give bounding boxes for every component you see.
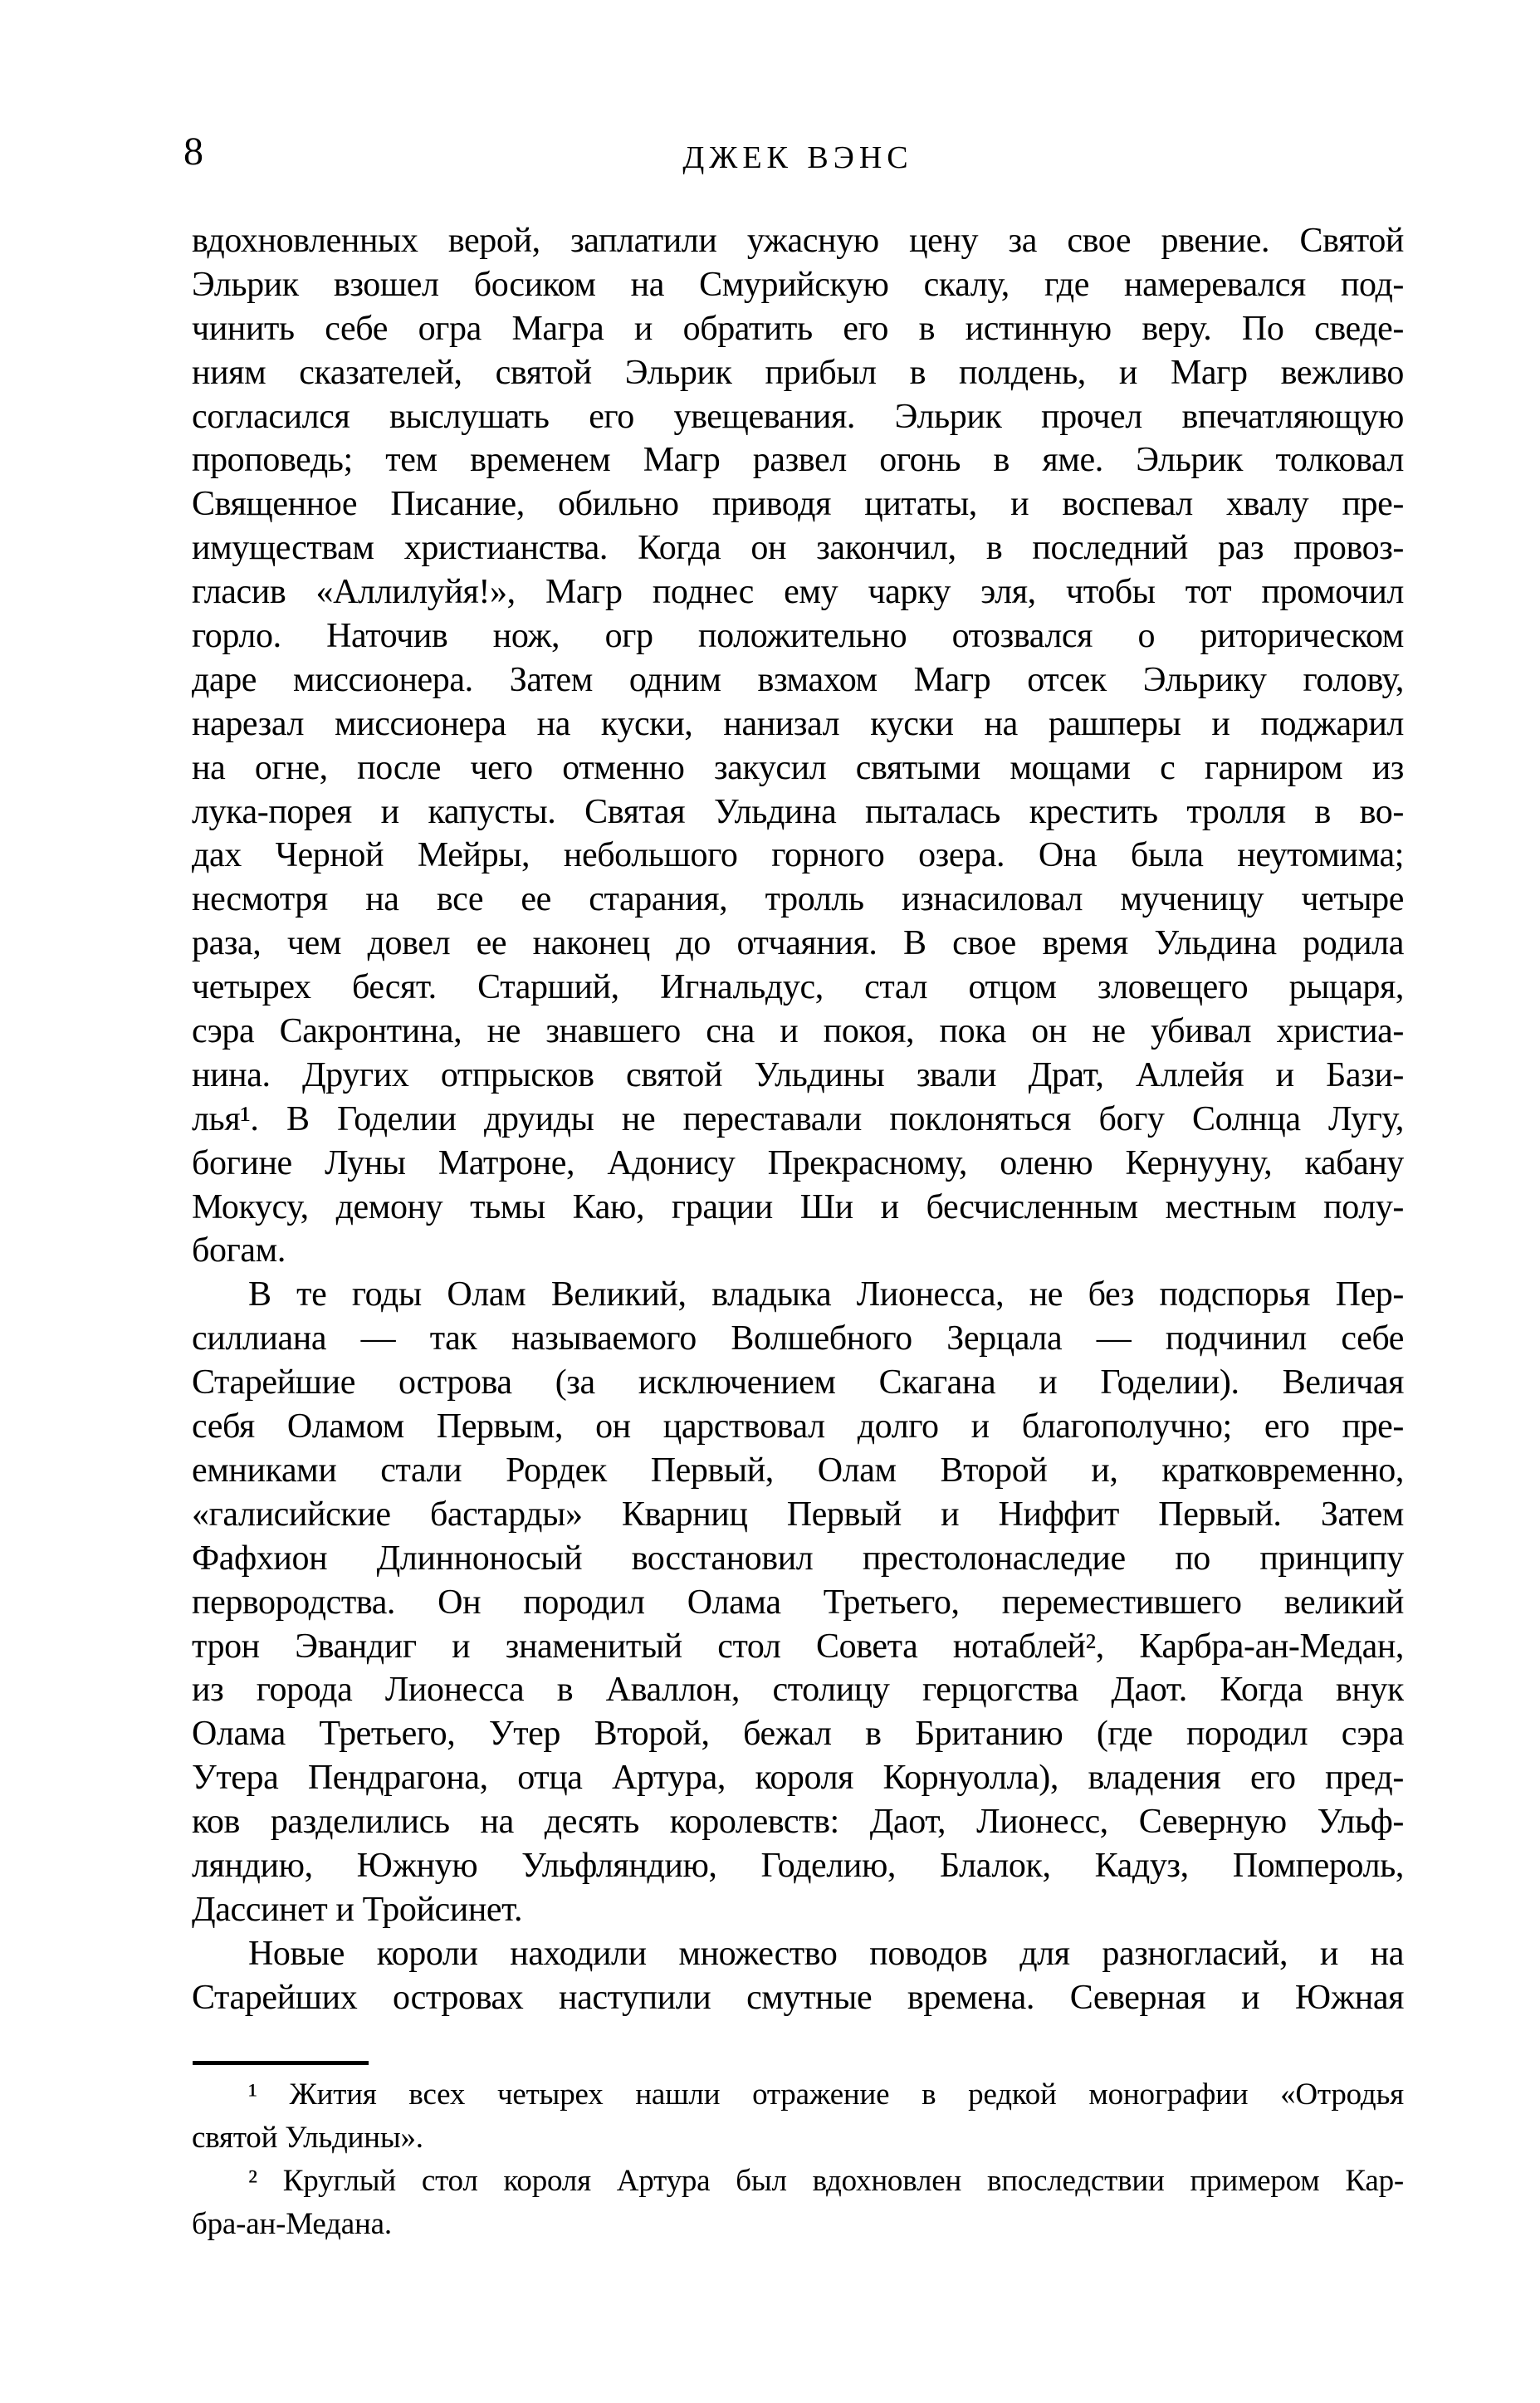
text-line: трон Эвандиг и знаменитый стол Совета нотаблей², Карбра-ан-Медан,: [192, 1627, 1404, 1666]
text-line: ¹ Жития всех четырех нашли отражение в редкой монографии «Отродья: [248, 2078, 1404, 2112]
text-line: Олама Третьего, Утер Второй, бежал в Британию (где породил сэра: [192, 1715, 1404, 1754]
text-line: Фафхион Длинноносый восстановил престолонаследие по принципу: [192, 1539, 1404, 1578]
text-line: емниками стали Рордек Первый, Олам Второй и, кратковременно,: [192, 1451, 1404, 1490]
text-line: Утера Пендрагона, отца Артура, короля Корнуолла), владения его пред-: [192, 1759, 1404, 1798]
text-line: сэра Сакронтина, не знавшего сна и покоя, пока он не убивал христиа-: [192, 1012, 1404, 1051]
text-line: гласив «Аллилуйя!», Магр поднес ему чарку эля, чтобы тот промочил: [192, 573, 1404, 612]
text-line: имуществам христианства. Когда он закончил, в последний раз провоз-: [192, 529, 1404, 568]
text-line: святой Ульдины».: [192, 2121, 423, 2155]
text-line: богам.: [192, 1231, 286, 1270]
text-line: раза, чем довел ее наконец до отчаяния. В свое время Ульдина родила: [192, 924, 1404, 963]
text-line: горло. Наточив нож, огр положительно отозвался о риторическом: [192, 617, 1404, 656]
page-number: 8: [183, 130, 203, 174]
footnote-separator-rule: [193, 2061, 369, 2065]
text-line: проповедь; тем временем Магр развел огонь в яме. Эльрик толковал: [192, 441, 1404, 480]
body-text: [192, 219, 1404, 2020]
text-line: Старейших островах наступили смутные времена. Северная и Южная: [192, 1978, 1404, 2017]
running-header: ДЖЕК ВЭНС: [682, 140, 913, 175]
text-line: ков разделились на десять королевств: Даот, Лионесс, Северную Ульф-: [192, 1803, 1404, 1842]
text-line: нина. Других отпрысков святой Ульдины звали Драт, Аллейя и Бази-: [192, 1055, 1404, 1094]
text-line: В те годы Олам Великий, владыка Лионесса, не без подспорья Пер-: [248, 1275, 1404, 1314]
text-line: лья¹. В Годелии друиды не переставали поклоняться богу Солнца Лугу,: [192, 1099, 1404, 1138]
text-line: из города Лионесса в Аваллон, столицу герцогства Даот. Когда внук: [192, 1671, 1404, 1710]
text-line: ² Круглый стол короля Артура был вдохновлен впоследствии примером Кар-: [248, 2164, 1404, 2198]
text-line: богине Луны Матроне, Адонису Прекрасному, оленю Кернууну, кабану: [192, 1143, 1404, 1182]
text-line: дах Черной Мейры, небольшого горного озера. Она была неутомима;: [192, 836, 1404, 875]
text-line: себя Оламом Первым, он царствовал долго и благополучно; его пре-: [192, 1407, 1404, 1446]
text-line: на огне, после чего отменно закусил святыми мощами с гарниром из: [192, 748, 1404, 787]
text-line: чинить себе огра Магра и обратить его в истинную веру. По сведе-: [192, 309, 1404, 348]
text-line: Дассинет и Тройсинет.: [192, 1890, 523, 1929]
text-line: ниям сказателей, святой Эльрик прибыл в полдень, и Магр вежливо: [192, 353, 1404, 392]
text-line: первородства. Он породил Олама Третьего, переместившего великий: [192, 1583, 1404, 1622]
text-line: четырех бесят. Старший, Игнальдус, стал отцом зловещего рыцаря,: [192, 968, 1404, 1007]
footnotes: [192, 2073, 1404, 2246]
text-line: силлиана — так называемого Волшебного Зерцала — подчинил себе: [192, 1319, 1404, 1358]
text-line: вдохновленных верой, заплатили ужасную цену за свое рвение. Святой: [192, 222, 1404, 260]
text-line: Новые короли находили множество поводов для разногласий, и на: [248, 1934, 1404, 1973]
text-line: согласился выслушать его увещевания. Эльрик прочел впечатляющую: [192, 397, 1404, 436]
text-line: нарезал миссионера на куски, нанизал куски на рашперы и поджарил: [192, 704, 1404, 743]
text-line: бра-ан-Медана.: [192, 2207, 392, 2241]
text-line: лука-порея и капусты. Святая Ульдина пыталась крестить тролля в во-: [192, 792, 1404, 831]
text-line: даре миссионера. Затем одним взмахом Магр отсек Эльрику голову,: [192, 660, 1404, 699]
text-line: Эльрик взошел босиком на Смурийскую скалу, где намеревался под-: [192, 265, 1404, 304]
text-line: несмотря на все ее старания, тролль изнасиловал мученицу четыре: [192, 880, 1404, 919]
text-line: Старейшие острова (за исключением Скагана и Годелии). Величая: [192, 1363, 1404, 1402]
text-line: «галисийские бастарды» Кварниц Первый и Ниффит Первый. Затем: [192, 1495, 1404, 1534]
text-line: ляндию, Южную Ульфляндию, Годелию, Блалок, Кадуз, Помпероль,: [192, 1846, 1404, 1885]
text-line: Мокусу, демону тьмы Каю, грации Ши и бесчисленным местным полу-: [192, 1187, 1404, 1226]
text-line: Священное Писание, обильно приводя цитаты, и воспевал хвалу пре-: [192, 485, 1404, 524]
